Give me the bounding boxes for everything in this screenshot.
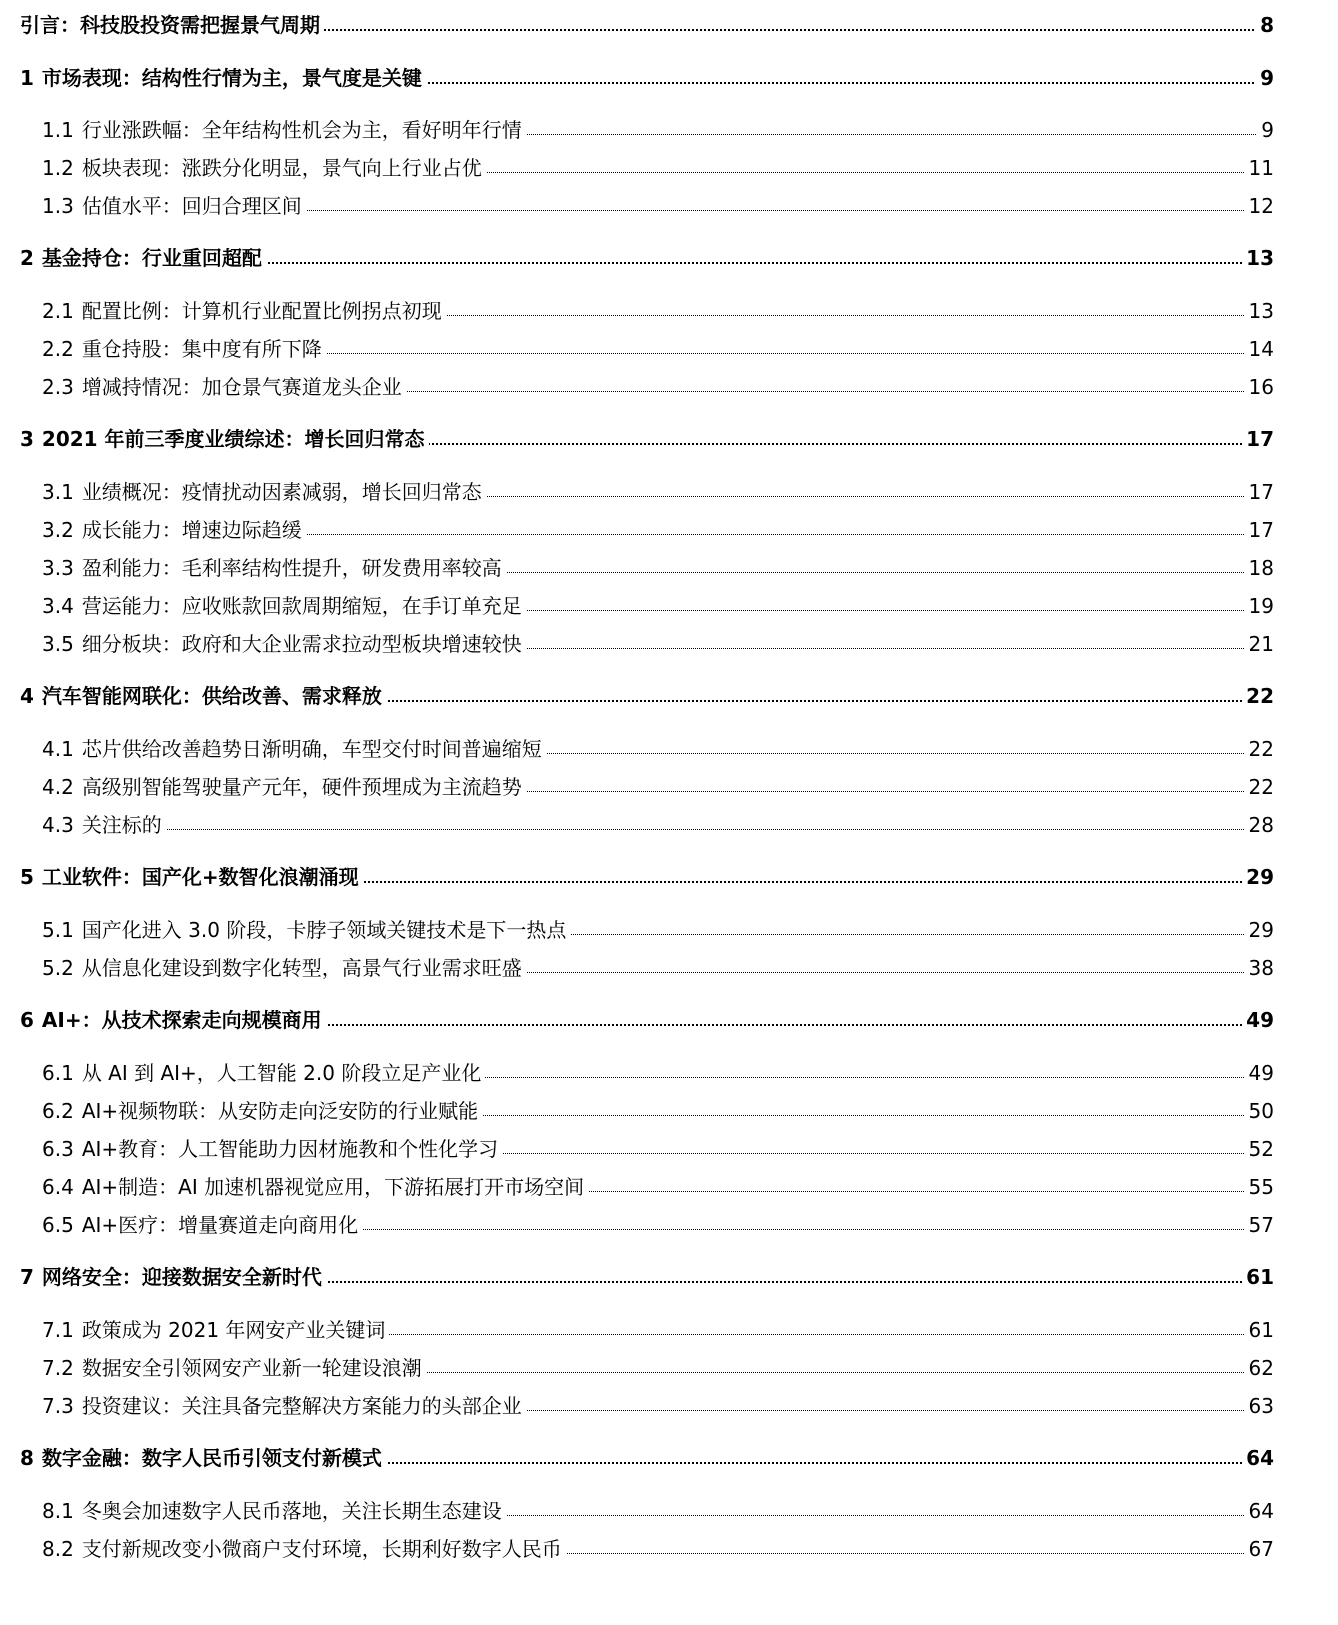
toc-entry-number: 6.4: [42, 1175, 74, 1199]
toc-entry-label: [20, 1262, 326, 1292]
toc-entry-number: 7.3: [42, 1394, 74, 1418]
toc-entry-label: [42, 1353, 426, 1383]
toc-entry-label: [42, 296, 446, 326]
toc-entry-page: 29: [1242, 862, 1274, 892]
toc-entry[interactable]: [0, 915, 1338, 945]
toc-entry-label: [42, 1496, 506, 1526]
toc-entry-number: 6: [20, 1008, 34, 1032]
toc-entry-number: 2.1: [42, 299, 74, 323]
toc-entry[interactable]: [0, 1443, 1338, 1473]
toc-entry-number: 7: [20, 1265, 34, 1289]
toc-entry-number: 6.2: [42, 1099, 74, 1123]
toc-entry-page: 38: [1245, 953, 1274, 983]
toc-entry-number: 1.3: [42, 194, 74, 218]
toc-entry-label: [42, 1391, 526, 1421]
toc-entry-page: 63: [1245, 1391, 1274, 1421]
toc-entry-number: 3.2: [42, 518, 74, 542]
toc-entry-title: 支付新规改变小微商户支付环境，长期利好数字人民币: [81, 1537, 562, 1561]
toc-entry-label: [42, 1096, 482, 1126]
toc-entry-page: 67: [1245, 1534, 1274, 1564]
toc-entry-label: [20, 63, 426, 93]
toc-entry[interactable]: [0, 243, 1338, 273]
toc-entry-page: 22: [1245, 772, 1274, 802]
toc-entry[interactable]: [0, 63, 1338, 93]
toc-entry-title: 细分板块：政府和大企业需求拉动型板块增速较快: [81, 632, 522, 656]
toc-entry-number: 8.2: [42, 1537, 74, 1561]
toc-entry[interactable]: [0, 1262, 1338, 1292]
toc-entry-label: [42, 1534, 566, 1564]
toc-entry-label: [20, 243, 266, 273]
toc-entry-label: [20, 10, 324, 40]
toc-entry-page: 17: [1245, 477, 1274, 507]
toc-entry-title: 数据安全引领网安产业新一轮建设浪潮: [81, 1356, 422, 1380]
toc-entry[interactable]: [0, 1391, 1338, 1421]
toc-entry-page: 61: [1245, 1315, 1274, 1345]
toc-entry-title: 冬奥会加速数字人民币落地，关注长期生态建设: [81, 1499, 502, 1523]
toc-entry-number: 6.1: [42, 1061, 74, 1085]
toc-entry-title: 网络安全：迎接数据安全新时代: [41, 1265, 322, 1289]
toc-entry-page: 52: [1245, 1134, 1274, 1164]
toc-entry-label: [42, 591, 526, 621]
toc-entry-title: 重仓持股：集中度有所下降: [81, 337, 322, 361]
toc-entry-label: [42, 1134, 502, 1164]
toc-entry[interactable]: [0, 629, 1338, 659]
toc-entry[interactable]: [0, 1210, 1338, 1240]
toc-entry[interactable]: [0, 1058, 1338, 1088]
toc-entry-title: 国产化进入 3.0 阶段，卡脖子领域关键技术是下一热点: [81, 918, 567, 942]
toc-entry[interactable]: [0, 477, 1338, 507]
toc-entry-page: 22: [1245, 734, 1274, 764]
toc-entry-number: 3.1: [42, 480, 74, 504]
toc-entry-label: [42, 1315, 389, 1345]
toc-entry[interactable]: [0, 591, 1338, 621]
toc-entry[interactable]: [0, 1172, 1338, 1202]
toc-entry-label: [20, 1443, 386, 1473]
toc-entry-page: 61: [1242, 1262, 1274, 1292]
toc-entry-title: 高级别智能驾驶量产元年，硬件预埋成为主流趋势: [81, 775, 522, 799]
toc-entry[interactable]: [0, 10, 1338, 40]
toc-entry[interactable]: [0, 1496, 1338, 1526]
toc-entry[interactable]: [0, 334, 1338, 364]
toc-entry[interactable]: [0, 553, 1338, 583]
toc-entry[interactable]: [0, 424, 1338, 454]
toc-entry-number: 7.2: [42, 1356, 74, 1380]
toc-entry-number: 4: [20, 684, 34, 708]
toc-entry-label: [42, 191, 306, 221]
toc-entry[interactable]: [0, 1134, 1338, 1164]
toc-entry-page: 22: [1242, 681, 1274, 711]
toc-entry-label: [42, 772, 526, 802]
toc-entry[interactable]: [0, 953, 1338, 983]
toc-entry-page: 8: [1256, 10, 1274, 40]
toc-entry-page: 19: [1245, 591, 1274, 621]
toc-entry-title: 配置比例：计算机行业配置比例拐点初现: [81, 299, 442, 323]
toc-entry-page: 13: [1245, 296, 1274, 326]
toc-entry[interactable]: [0, 1096, 1338, 1126]
toc-entry-label: [42, 734, 546, 764]
toc-entry[interactable]: [0, 862, 1338, 892]
toc-entry-title: 芯片供给改善趋势日渐明确，车型交付时间普遍缩短: [81, 737, 542, 761]
toc-entry-title: AI+：从技术探索走向规模商用: [41, 1008, 322, 1032]
toc-entry-label: [42, 515, 306, 545]
toc-entry-number: 3.4: [42, 594, 74, 618]
toc-entry[interactable]: [0, 1534, 1338, 1564]
toc-entry-page: 18: [1245, 553, 1274, 583]
toc-entry-label: [20, 424, 429, 454]
toc-entry-number: 3: [20, 427, 34, 451]
toc-entry-label: [42, 372, 406, 402]
toc-entry-title: 成长能力：增速边际趋缓: [81, 518, 302, 542]
toc-entry-label: [42, 115, 526, 145]
toc-entry-page: 29: [1245, 915, 1274, 945]
toc-entry-number: 3.3: [42, 556, 74, 580]
toc-entry-title: 基金持仓：行业重回超配: [41, 246, 262, 270]
toc-entry-number: 5.1: [42, 918, 74, 942]
toc-entry-title: 工业软件：国产化+数智化浪潮涌现: [41, 865, 359, 889]
toc-entry-label: [42, 629, 526, 659]
toc-entry-page: 12: [1245, 191, 1274, 221]
toc-entry[interactable]: [0, 296, 1338, 326]
toc-entry-label: [42, 915, 570, 945]
dot-leader: [42, 829, 1274, 830]
toc-entry-title: 汽车智能网联化：供给改善、需求释放: [41, 684, 382, 708]
toc-entry[interactable]: [0, 115, 1338, 145]
toc-entry-title: 估值水平：回归合理区间: [81, 194, 302, 218]
toc-entry[interactable]: [0, 515, 1338, 545]
toc-entry-title: 从信息化建设到数字化转型，高景气行业需求旺盛: [81, 956, 522, 980]
toc-entry[interactable]: [0, 153, 1338, 183]
toc-entry-page: 62: [1245, 1353, 1274, 1383]
toc-entry-number: 2: [20, 246, 34, 270]
toc-entry-title: 板块表现：涨跌分化明显，景气向上行业占优: [81, 156, 482, 180]
toc-entry-number: 2.3: [42, 375, 74, 399]
toc-entry-number: 5: [20, 865, 34, 889]
toc-entry-title: 增减持情况：加仓景气赛道龙头企业: [81, 375, 402, 399]
toc-entry-title: AI+制造：AI 加速机器视觉应用，下游拓展打开市场空间: [81, 1175, 585, 1199]
toc-entry-title: AI+视频物联：从安防走向泛安防的行业赋能: [81, 1099, 479, 1123]
toc-entry-page: 64: [1242, 1443, 1274, 1473]
toc-entry-page: 49: [1245, 1058, 1274, 1088]
toc-entry-label: [42, 810, 166, 840]
toc-entry-title: 从 AI 到 AI+，人工智能 2.0 阶段立足产业化: [81, 1061, 482, 1085]
toc-entry-label: [42, 1058, 485, 1088]
toc-entry[interactable]: [0, 681, 1338, 711]
toc-entry-title: 投资建议：关注具备完整解决方案能力的头部企业: [81, 1394, 522, 1418]
toc-entry-page: 50: [1245, 1096, 1274, 1126]
toc-entry-title: 市场表现：结构性行情为主，景气度是关键: [41, 66, 422, 90]
toc-entry-title: AI+医疗：增量赛道走向商用化: [81, 1213, 359, 1237]
toc-entry-page: 17: [1242, 424, 1274, 454]
toc-entry-label: [20, 681, 386, 711]
toc-entry-page: 21: [1245, 629, 1274, 659]
toc-entry-label: [42, 553, 506, 583]
toc-entry-number: 4.1: [42, 737, 74, 761]
toc-entry-page: 49: [1242, 1005, 1274, 1035]
toc-entry-page: 9: [1257, 115, 1274, 145]
toc-entry-label: [42, 1172, 588, 1202]
toc-entry-number: 6.5: [42, 1213, 74, 1237]
toc-entry-label: [42, 477, 486, 507]
toc-entry-title: 行业涨跌幅：全年结构性机会为主，看好明年行情: [81, 118, 522, 142]
toc-entry-number: 3.5: [42, 632, 74, 656]
toc-entry-label: [42, 1210, 362, 1240]
toc-entry-title: 营运能力：应收账款回款周期缩短，在手订单充足: [81, 594, 522, 618]
toc-entry-title: 引言：科技股投资需把握景气周期: [20, 13, 320, 37]
toc-entry-page: 28: [1245, 810, 1274, 840]
toc-entry-page: 13: [1242, 243, 1274, 273]
toc-entry-page: 57: [1245, 1210, 1274, 1240]
toc-entry-number: 8.1: [42, 1499, 74, 1523]
toc-entry-number: 8: [20, 1446, 34, 1470]
toc-entry-page: 11: [1245, 153, 1274, 183]
toc-entry-number: 4.3: [42, 813, 74, 837]
toc-entry-number: 4.2: [42, 775, 74, 799]
toc-entry-page: 17: [1245, 515, 1274, 545]
toc-entry-label: [42, 953, 526, 983]
toc-entry-title: 盈利能力：毛利率结构性提升，研发费用率较高: [81, 556, 502, 580]
toc-entry-title: 业绩概况：疫情扰动因素减弱，增长回归常态: [81, 480, 482, 504]
toc-entry[interactable]: [0, 1005, 1338, 1035]
toc-entry-page: 14: [1245, 334, 1274, 364]
toc-entry-number: 6.3: [42, 1137, 74, 1161]
toc-entry[interactable]: [0, 1315, 1338, 1345]
toc-entry[interactable]: [0, 772, 1338, 802]
toc-entry-page: 55: [1245, 1172, 1274, 1202]
toc-entry[interactable]: [0, 1353, 1338, 1383]
toc-entry-label: [42, 153, 486, 183]
toc-entry-page: 16: [1245, 372, 1274, 402]
toc-entry-label: [20, 862, 363, 892]
toc-entry-number: 2.2: [42, 337, 74, 361]
toc-entry-title: 数字金融：数字人民币引领支付新模式: [41, 1446, 382, 1470]
toc-entry[interactable]: [0, 734, 1338, 764]
toc-entry[interactable]: [0, 191, 1338, 221]
toc-entry-page: 64: [1245, 1496, 1274, 1526]
toc-entry-label: [42, 334, 326, 364]
toc-entry-number: 7.1: [42, 1318, 74, 1342]
toc-entry-title: AI+教育：人工智能助力因材施教和个性化学习: [81, 1137, 499, 1161]
toc-entry-title: 政策成为 2021 年网安产业关键词: [81, 1318, 386, 1342]
toc-entry-number: 1: [20, 66, 34, 90]
toc-entry-label: [20, 1005, 326, 1035]
toc-entry[interactable]: [0, 810, 1338, 840]
toc-entry-page: 9: [1256, 63, 1274, 93]
toc-entry-number: 1.1: [42, 118, 74, 142]
toc-entry-title: 2021 年前三季度业绩综述：增长回归常态: [41, 427, 425, 451]
toc-entry[interactable]: [0, 372, 1338, 402]
toc-entry-title: 关注标的: [81, 813, 162, 837]
toc-entry-number: 1.2: [42, 156, 74, 180]
toc-entry-number: 5.2: [42, 956, 74, 980]
